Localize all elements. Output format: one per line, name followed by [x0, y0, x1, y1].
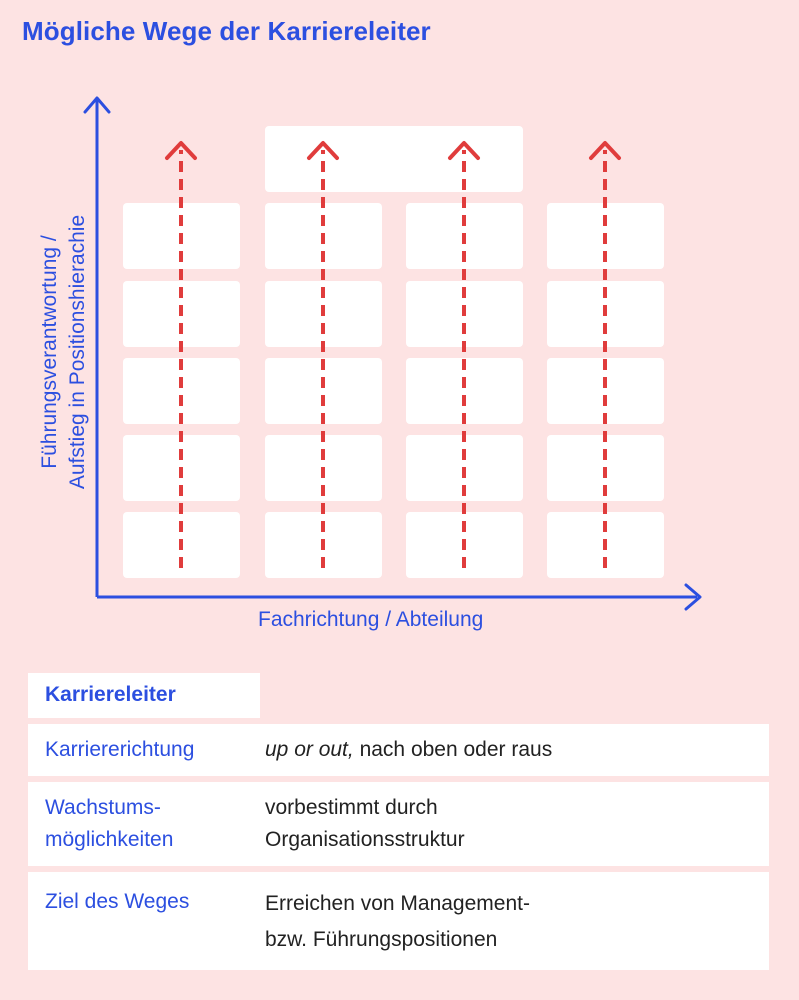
row-label-line: Ziel des Weges — [45, 890, 190, 913]
row-value-line: vorbestimmt durch — [265, 796, 438, 819]
table-row — [28, 872, 769, 970]
row-value-line: Erreichen von Management- — [265, 892, 530, 915]
row-label-line: möglichkeiten — [45, 828, 174, 851]
row-value-line: bzw. Führungspositionen — [265, 928, 498, 951]
table-header: Karriereleiter — [28, 673, 260, 718]
y-axis-label — [36, 172, 96, 532]
row-value — [265, 734, 552, 766]
row-value-line — [265, 734, 552, 766]
x-axis-label: Fachrichtung / Abteilung — [258, 608, 484, 631]
position-boxes — [123, 126, 664, 578]
y-axis-label-line-2: Aufstieg in Positionshierachie — [66, 214, 89, 490]
top-position-box — [265, 126, 523, 192]
row-label — [45, 734, 194, 766]
table-row — [28, 724, 769, 776]
row-value-text: nach oben oder raus — [359, 738, 553, 761]
row-value — [265, 792, 465, 856]
row-label — [45, 886, 189, 918]
row-label — [45, 792, 173, 856]
row-label-line: Karriererichtung — [45, 738, 195, 761]
page-title: Mögliche Wege der Karriereleiter — [22, 16, 431, 46]
row-value-italic: up or out, — [265, 738, 354, 761]
row-label-line: Wachstums- — [45, 796, 161, 819]
y-axis-label-line-1: Führungsverantwortung / — [38, 235, 61, 469]
row-value-line: Organisationsstruktur — [265, 828, 465, 851]
table-row — [28, 782, 769, 866]
row-value — [265, 886, 530, 958]
